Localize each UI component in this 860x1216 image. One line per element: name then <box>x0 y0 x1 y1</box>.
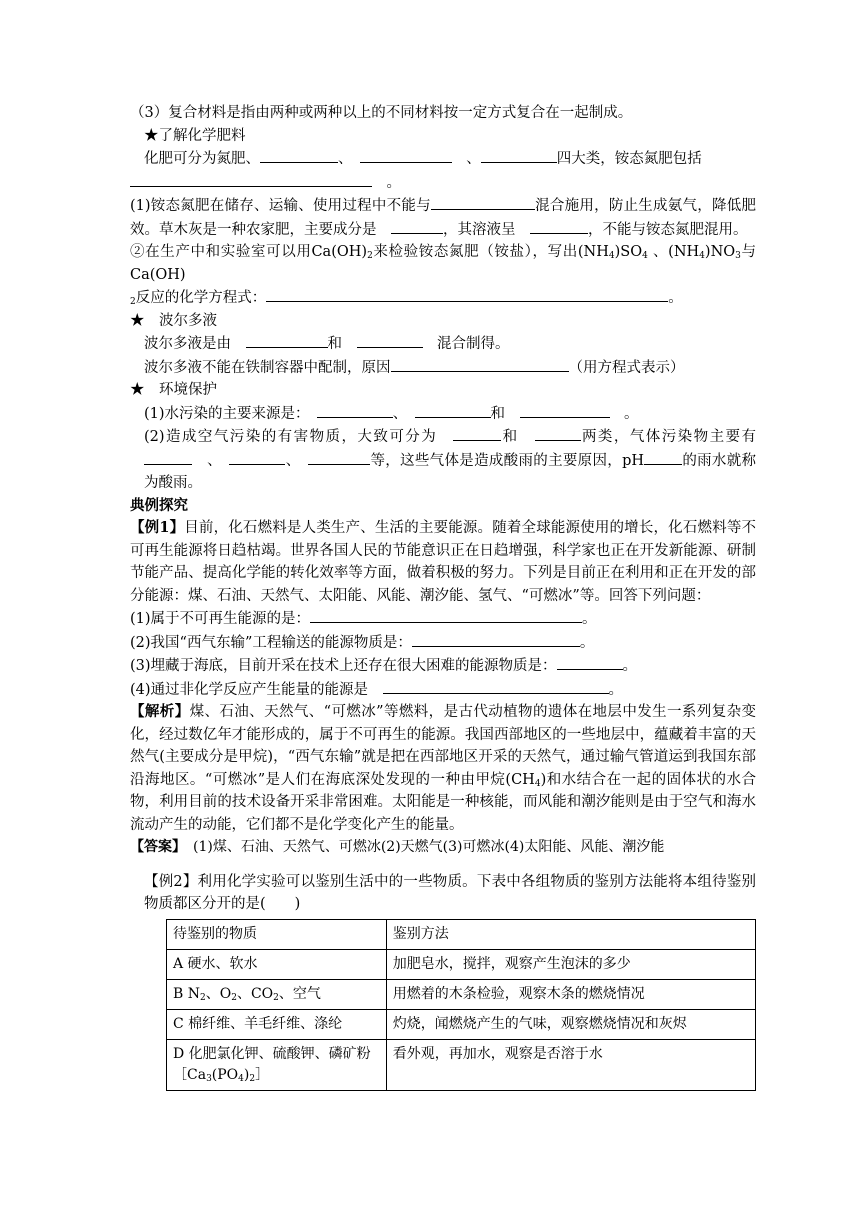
example-1-paragraph: 【例1】目前，化石燃料是人类生产、生活的主要能源。随着全球能源使用的增长，化石燃料等不可再生能源将日趋枯竭。世界各国人民的节能意识正在日趋增强，科学家也正在开发新能源、研制节能产品、提高化学能的转化效率等方面，做着积极的努力。下列是目前正在利用和正在开发的部分能源：煤、石油、天然气、太阳能、风能、潮汐能、氢气、“可燃冰”等。回答下列问题： <box>130 519 756 604</box>
examples-heading: 典例探究 <box>130 496 188 514</box>
answer-blank[interactable] <box>246 332 328 348</box>
table-cell: A 硬水、软水 <box>167 949 387 979</box>
answer-blank[interactable] <box>453 425 501 441</box>
answer-blank[interactable] <box>391 356 569 372</box>
answer-blank[interactable] <box>266 286 668 302</box>
answer-blank[interactable] <box>644 449 682 465</box>
fertilizer-heading: ★了解化学肥料 <box>144 127 246 144</box>
answer-blank[interactable] <box>481 147 557 163</box>
example-1-question-3: (3)埋藏于海底，目前开采在技术上还存在很大困难的能源物质是： 。 <box>130 654 756 678</box>
table-cell: D 化肥氯化钾、硫酸钾、磷矿粉$[Ca_3(PO_4)_2]$ <box>167 1039 387 1090</box>
answer-blank[interactable] <box>415 402 491 418</box>
ammonium-test-paragraph: ②在生产中和实验室可以用$Ca(OH)_2$来检验铵态氮肥（铵盐），写出$(NH_4)SO_4$ 、$(NH_4)NO_3$与Ca(OH) $_2$反应的化学方程式： 。 <box>130 244 756 307</box>
fertilizer-line-2: 。 <box>130 171 756 195</box>
example-1-answer: 【答案】 (1)煤、石油、天然气、可燃冰(2)天燃气(3)可燃冰(4)太阳能、风能、潮汐能 <box>130 839 665 855</box>
example-1-question-4: (4)通过非化学反应产生能量的能源是 。 <box>130 678 756 702</box>
composite-material-line: （3）复合材料是指由两种或两种以上的不同材料按一定方式复合在一起制成。 <box>130 105 633 121</box>
environment-heading: ★ 环境保护 <box>130 382 217 398</box>
example-1-question-2: (2)我国“西气东输”工程输送的能源物质是： 。 <box>130 631 756 655</box>
table-cell: B $N_2$、$O_2$、$CO_2$、空气 <box>167 979 387 1009</box>
answer-blank[interactable] <box>357 332 423 348</box>
answer-blank[interactable] <box>530 218 588 234</box>
bordeaux-heading: ★ 波尔多液 <box>130 312 217 329</box>
answer-blank[interactable] <box>557 654 623 670</box>
table-cell: 看外观，再加水，观察是否溶于水 <box>386 1039 755 1090</box>
table-cell: C 棉纤维、羊毛纤维、涤纶 <box>167 1009 387 1039</box>
answer-blank[interactable] <box>317 402 393 418</box>
answer-blank[interactable] <box>130 171 372 187</box>
table-header-cell: 待鉴别的物质 <box>167 919 387 949</box>
answer-blank[interactable] <box>229 449 285 465</box>
example-2-paragraph: 【例2】利用化学实验可以鉴别生活中的一些物质。下表中各组物质的鉴别方法能将本组待鉴别物质都区分开的是( ) <box>144 873 757 912</box>
answer-blank[interactable] <box>260 147 338 163</box>
table-row <box>167 1009 756 1039</box>
answer-blank[interactable] <box>412 631 580 647</box>
table-header-cell: 鉴别方法 <box>386 919 755 949</box>
table-header-row <box>167 919 756 949</box>
table-cell: 灼烧，闻燃烧产生的气味，观察燃烧情况和灰烬 <box>386 1009 755 1039</box>
table-cell: 用燃着的木条检验，观察木条的燃烧情况 <box>386 979 755 1009</box>
answer-blank[interactable] <box>383 678 609 694</box>
table-cell: 加肥皂水，搅拌，观察产生泡沫的多少 <box>386 949 755 979</box>
worksheet-page <box>130 102 756 1091</box>
air-pollution-paragraph: (2)造成空气污染的有害物质，大致可分为 和 两类，气体污染物主要有 、 、 等，这些气体是造成酸雨的主要原因，pH 的雨水就称为酸雨。 <box>130 425 756 495</box>
answer-blank[interactable] <box>431 194 535 210</box>
example-1-question-1: (1)属于不可再生能源的是： 。 <box>130 607 756 631</box>
example-1-analysis: 【解析】煤、石油、天然气、“可燃冰”等燃料，是古代动植物的遗体在地层中发生一系列复杂变化，经过数亿年才能形成的，属于不可再生的能源。我国西部地区的一些地层中，蕴藏着丰富的天然气(主要成分是甲烷)，“西气东输”就是把在西部地区开采的天然气，通过输气管道运到我国东部沿海地区。“可燃冰”是人们在海底深处发现的一种由甲烷$(CH_4)$和水结合在一起的固体状的水合物，利用目前的技术设备开采非常困难。太阳能是一种核能，而风能和潮汐能则是由于空气和海水流动产生的动能，它们都不是化学变化产生的能量。 <box>130 703 757 833</box>
table-row <box>167 949 756 979</box>
ammonium-paragraph: (1)铵态氮肥在储存、运输、使用过程中不能与 混合施用，防止生成氨气，降低肥效。草木灰是一种农家肥，主要成分是 ，其溶液呈 ，不能与铵态氮肥混用。 <box>130 194 756 241</box>
answer-blank[interactable] <box>308 449 370 465</box>
identification-table <box>166 919 756 1091</box>
table-row <box>167 979 756 1009</box>
answer-blank[interactable] <box>310 607 582 623</box>
water-pollution-line: (1)水污染的主要来源是： 、 和 。 <box>130 402 756 426</box>
bordeaux-line-2: 波尔多液不能在铁制容器中配制，原因 （用方程式表示） <box>130 356 756 380</box>
bordeaux-line-1: 波尔多液是由 和 混合制得。 <box>130 332 756 356</box>
answer-blank[interactable] <box>360 147 452 163</box>
answer-blank[interactable] <box>391 218 443 234</box>
answer-blank[interactable] <box>520 402 610 418</box>
fertilizer-line: 化肥可分为氮肥、 、 、 四大类，铵态氮肥包括 <box>130 147 756 171</box>
table-row <box>167 1039 756 1090</box>
answer-blank[interactable] <box>535 425 581 441</box>
answer-blank[interactable] <box>144 449 192 465</box>
